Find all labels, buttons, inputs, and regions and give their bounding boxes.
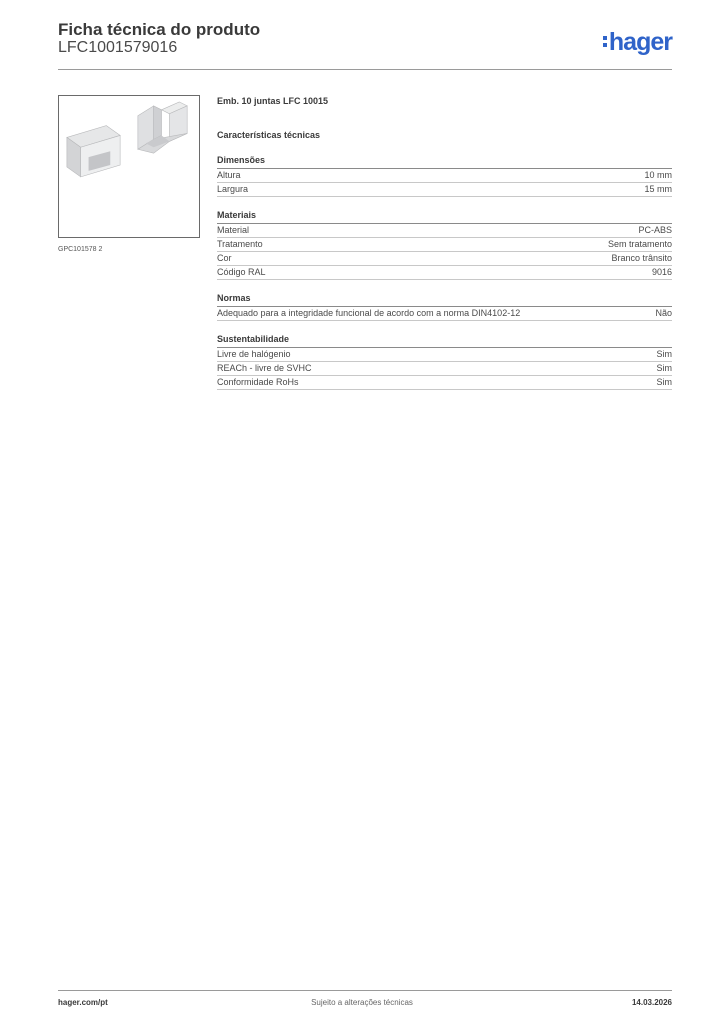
spec-value: 9016 [651,267,672,277]
footer-date: 14.03.2026 [631,998,672,1007]
spec-row [217,183,672,197]
spec-row [217,307,672,321]
spec-value: PC-ABS [638,225,672,235]
image-caption: GPC101578 2 [58,246,103,253]
spec-row [217,252,672,266]
spec-value: Não [655,308,672,318]
spec-group-materiais [217,210,672,280]
spec-content [217,96,672,390]
spec-label: Altura [217,170,241,180]
spec-value: Sim [656,349,672,359]
spec-value: Sim [656,363,672,373]
spec-label: Cor [217,253,232,263]
group-title: Sustentabilidade [217,334,672,348]
spec-value: 15 mm [644,184,672,194]
spec-row [217,376,672,390]
spec-row [217,224,672,238]
logo-text: hager [608,28,672,56]
spec-value: 10 mm [644,170,672,180]
spec-label: Largura [217,184,249,194]
spec-row [217,238,672,252]
spec-label: Livre de halógenio [217,349,291,359]
spec-label: REACh - livre de SVHC [217,363,312,373]
spec-value: Sim [656,377,672,387]
footer-website-link[interactable]: hager.com/pt [58,998,108,1007]
group-title: Dimensões [217,155,672,169]
group-title: Normas [217,293,672,307]
spec-row [217,169,672,183]
cable-joint-illustration [59,96,199,237]
header-divider [58,69,672,70]
spec-value: Sem tratamento [607,239,672,249]
document-title: Ficha técnica do produto [58,20,261,39]
hager-logo [603,28,672,56]
spec-label: Tratamento [217,239,263,249]
spec-value: Branco trânsito [611,253,672,263]
specs-heading: Características técnicas [217,130,321,140]
product-code: LFC1001579016 [58,39,178,56]
spec-group-normas [217,293,672,321]
spec-label: Adequado para a integridade funcional de acordo com a norma DIN4102-12 [217,308,521,318]
spec-label: Material [217,225,250,235]
footer-disclaimer: Sujeito a alterações técnicas [311,998,413,1007]
spec-row [217,266,672,280]
spec-label: Conformidade RoHs [217,377,299,387]
spec-label: Código RAL [217,267,266,277]
product-image [58,95,200,238]
spec-row [217,348,672,362]
spec-group-dimensoes [217,155,672,197]
spec-row [217,362,672,376]
logo-dots-icon [603,33,607,50]
group-title: Materiais [217,210,672,224]
spec-group-sustentabilidade [217,334,672,390]
footer-divider [58,990,672,991]
product-name: Emb. 10 juntas LFC 10015 [217,96,329,106]
